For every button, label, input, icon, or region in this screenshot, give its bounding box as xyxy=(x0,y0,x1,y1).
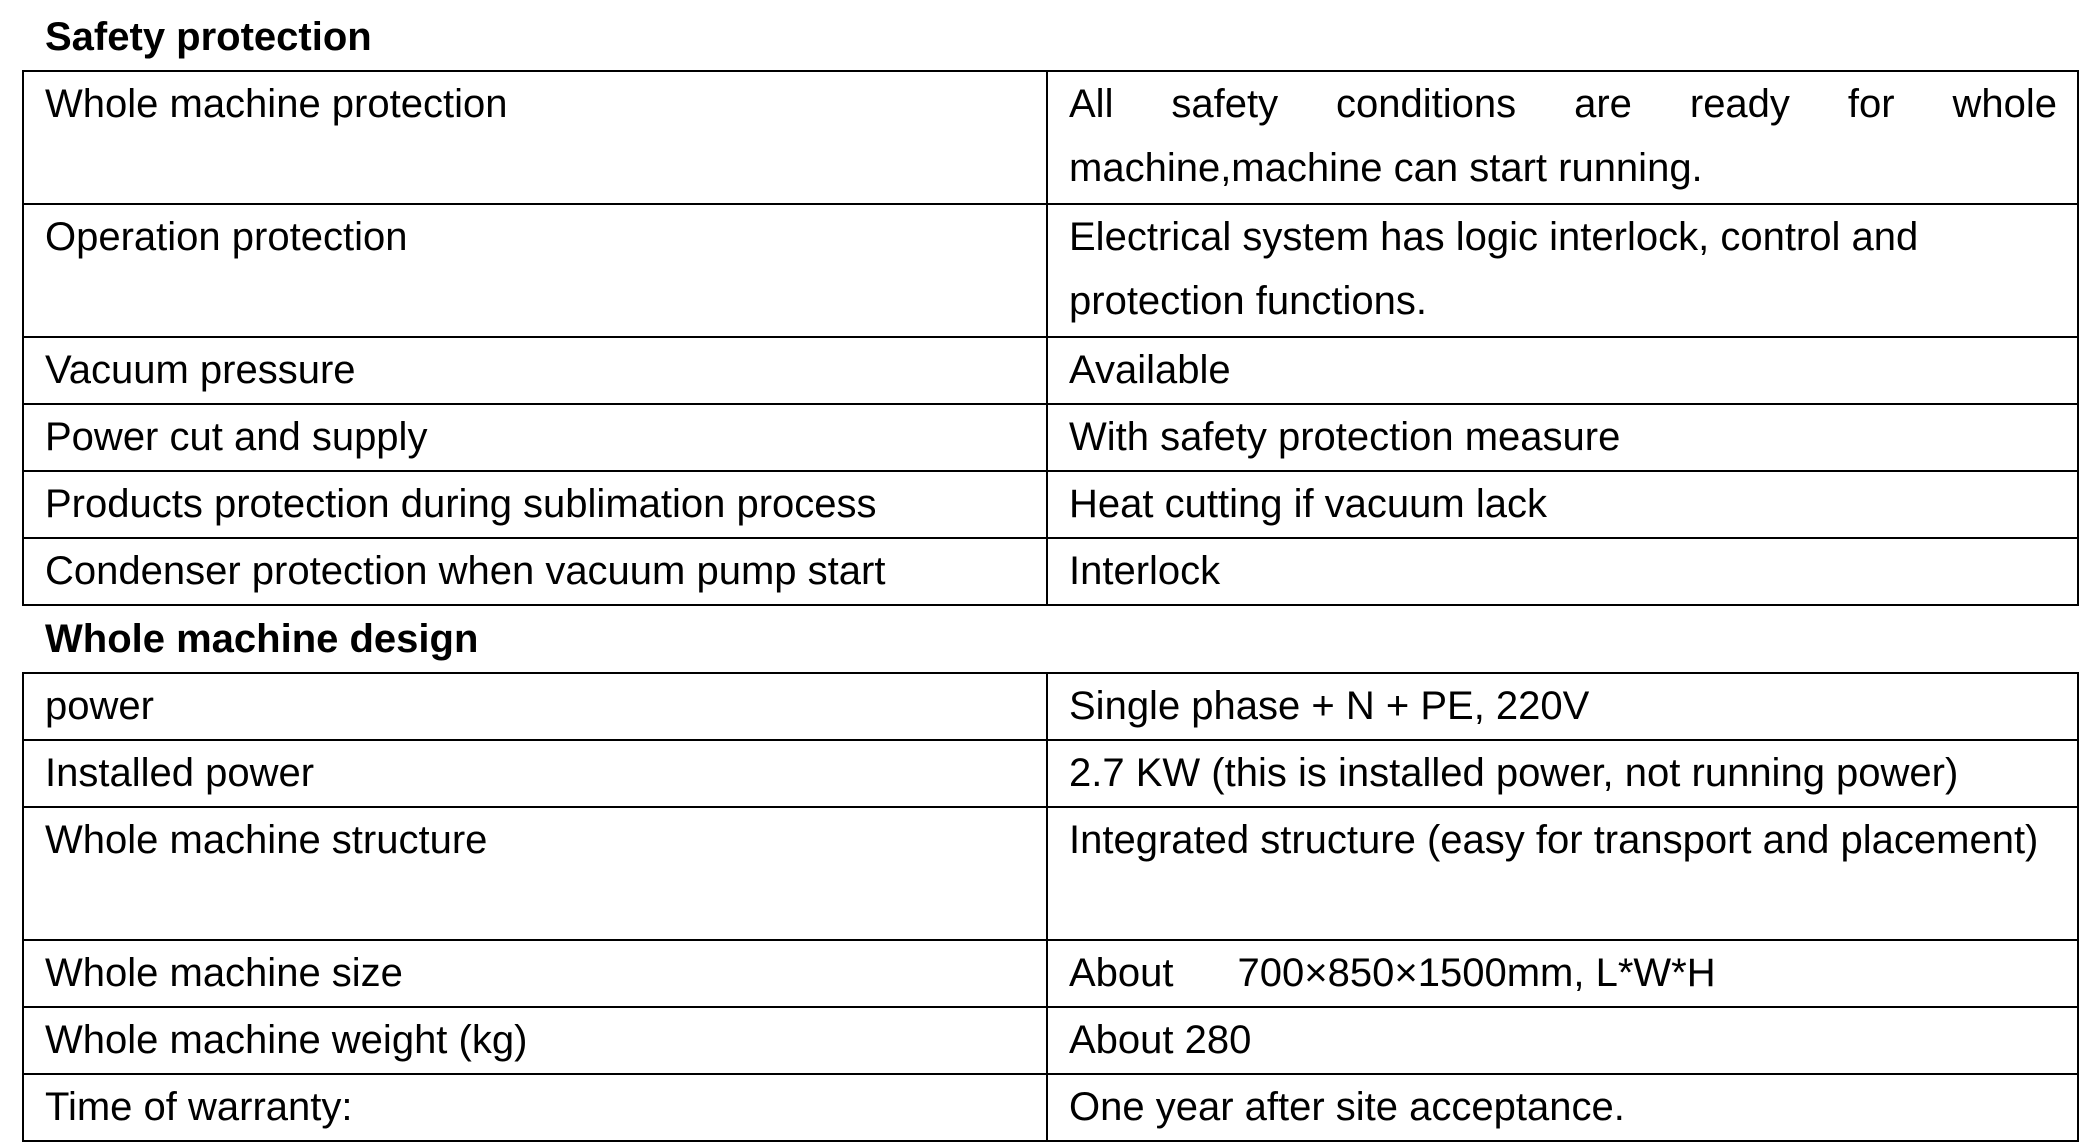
row-label: Whole machine weight (kg) xyxy=(23,1007,1047,1074)
whole-machine-design-table xyxy=(22,672,2079,1142)
whole-machine-design-heading: Whole machine design xyxy=(45,617,479,661)
row-value: Available xyxy=(1047,337,2078,404)
safety-protection-table xyxy=(22,70,2079,606)
row-value: With safety protection measure xyxy=(1047,404,2078,471)
table-row xyxy=(23,1074,2078,1141)
value-prefix: About xyxy=(1069,951,1174,995)
table-row xyxy=(23,204,2078,337)
row-value: Electrical system has logic interlock, control and protection functions. xyxy=(1047,204,2078,337)
row-label: Products protection during sublimation process xyxy=(23,471,1047,538)
row-label: Installed power xyxy=(23,740,1047,807)
table-row xyxy=(23,404,2078,471)
table-row xyxy=(23,673,2078,740)
row-value: Interlock xyxy=(1047,538,2078,605)
row-value: About 280 xyxy=(1047,1007,2078,1074)
table-row xyxy=(23,471,2078,538)
row-label: Vacuum pressure xyxy=(23,337,1047,404)
table-row xyxy=(23,740,2078,807)
table-row xyxy=(23,538,2078,605)
row-label: Condenser protection when vacuum pump start xyxy=(23,538,1047,605)
table-row xyxy=(23,1007,2078,1074)
row-value: Heat cutting if vacuum lack xyxy=(1047,471,2078,538)
row-label: Operation protection xyxy=(23,204,1047,337)
row-label: Whole machine structure xyxy=(23,807,1047,940)
value-text: 700×850×1500mm, L*W*H xyxy=(1237,951,1716,995)
table-row xyxy=(23,807,2078,940)
row-value: 2.7 KW (this is installed power, not running power) xyxy=(1047,740,2078,807)
row-label: power xyxy=(23,673,1047,740)
row-value: All safety conditions are ready for whole machine,machine can start running. xyxy=(1047,71,2078,204)
table-row xyxy=(23,71,2078,204)
row-label: Time of warranty: xyxy=(23,1074,1047,1141)
row-value xyxy=(1047,940,2078,1007)
safety-protection-heading: Safety protection xyxy=(45,15,372,59)
table-row xyxy=(23,940,2078,1007)
row-value: Single phase + N + PE, 220V xyxy=(1047,673,2078,740)
row-label: Power cut and supply xyxy=(23,404,1047,471)
row-label: Whole machine size xyxy=(23,940,1047,1007)
row-value: One year after site acceptance. xyxy=(1047,1074,2078,1141)
row-value: Integrated structure (easy for transport and placement) xyxy=(1047,807,2078,940)
row-label: Whole machine protection xyxy=(23,71,1047,204)
table-row xyxy=(23,337,2078,404)
